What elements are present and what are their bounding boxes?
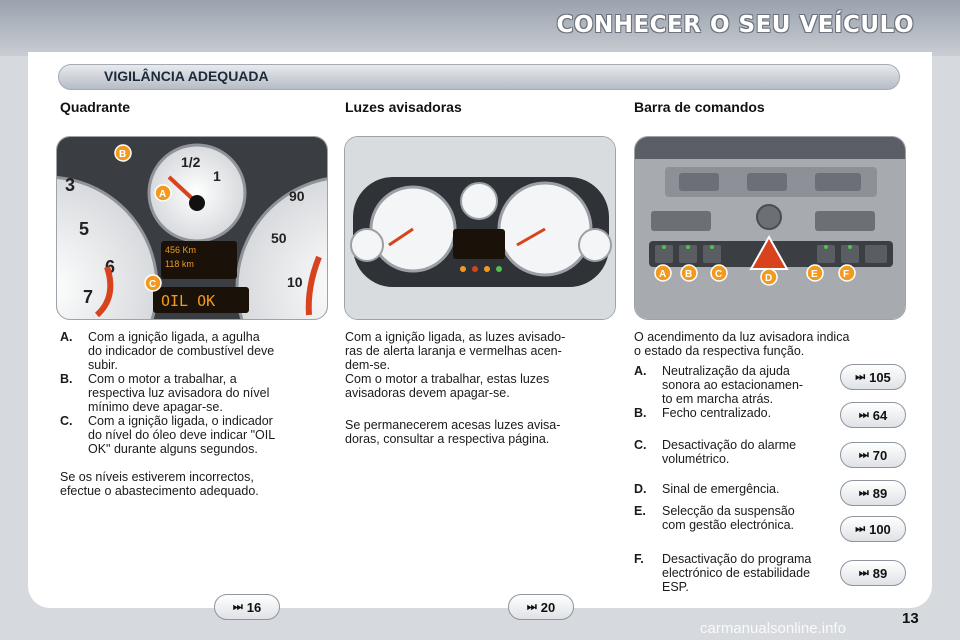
svg-text:3: 3	[65, 175, 76, 195]
svg-text:1: 1	[213, 168, 221, 184]
quadrante-photo	[56, 136, 328, 320]
page-ref-89[interactable]: ⏭ 89	[840, 480, 906, 506]
barra-title: Barra de comandos	[634, 99, 765, 115]
section-title: VIGILÂNCIA ADEQUADA	[104, 68, 269, 84]
svg-text:1/2: 1/2	[181, 154, 201, 170]
fast-forward-icon: ⏭	[232, 600, 243, 613]
luzes-photo	[344, 136, 616, 320]
page-number: 13	[902, 610, 919, 627]
svg-text:6: 6	[105, 257, 116, 277]
page-ref-64[interactable]: ⏭ 64	[840, 402, 906, 428]
barra-marker-d: D	[765, 273, 773, 284]
page-ref-100[interactable]: ⏭ 100	[840, 516, 906, 542]
page-ref-105[interactable]: ⏭ 105	[840, 364, 906, 390]
photo-marker-b: B	[119, 149, 127, 160]
barra-marker-a: A	[659, 269, 667, 280]
svg-text:10: 10	[287, 274, 303, 290]
luzes-title: Luzes avisadoras	[345, 99, 462, 115]
svg-text:7: 7	[83, 287, 94, 307]
fast-forward-icon: ⏭	[858, 408, 869, 421]
barra-marker-e: E	[811, 269, 818, 280]
photo-marker-c: C	[149, 279, 157, 290]
svg-text:5: 5	[79, 219, 90, 239]
barra-marker-b: B	[685, 269, 693, 280]
barra-photo	[634, 136, 906, 320]
barra-marker-f: F	[843, 269, 850, 280]
page-ref-70[interactable]: ⏭ 70	[840, 442, 906, 468]
photo-marker-a: A	[159, 189, 167, 200]
fast-forward-icon: ⏭	[855, 522, 866, 535]
fast-forward-icon: ⏭	[526, 600, 537, 613]
odometer-label: 456 Km	[165, 245, 197, 255]
page-title: CONHECER O SEU VEÍCULO	[556, 12, 914, 38]
page-ref-20[interactable]: ⏭ 20	[508, 594, 574, 620]
fast-forward-icon: ⏭	[858, 566, 869, 579]
fast-forward-icon: ⏭	[858, 486, 869, 499]
svg-text:50: 50	[271, 230, 287, 246]
trip-label: 118 km	[165, 259, 194, 269]
svg-text:90: 90	[289, 188, 305, 204]
oil-ok-label: OIL OK	[161, 292, 216, 310]
luzes-paragraph-3: Se permanecerem acesas luzes avisa- doras, consultar a respectiva página.	[345, 418, 561, 446]
barra-intro: O acendimento da luz avisadora indica o estado da respectiva função.	[634, 330, 850, 358]
quadrante-note: Se os níveis estiverem incorrectos, efectue o abastecimento adequado.	[60, 470, 259, 498]
page-ref-89-esp[interactable]: ⏭ 89	[840, 560, 906, 586]
watermark: carmanualsonline.info	[700, 620, 846, 637]
quadrante-title: Quadrante	[60, 99, 131, 115]
page-ref-16[interactable]: ⏭ 16	[214, 594, 280, 620]
barra-marker-c: C	[715, 269, 723, 280]
luzes-paragraph-1: Com a ignição ligada, as luzes avisado- ras de alerta laranja e vermelhas acen- dem-se.	[345, 330, 566, 372]
fast-forward-icon: ⏭	[858, 448, 869, 461]
fast-forward-icon: ⏭	[855, 370, 866, 383]
luzes-paragraph-2: Com o motor a trabalhar, estas luzes avisadoras devem apagar-se.	[345, 372, 550, 400]
